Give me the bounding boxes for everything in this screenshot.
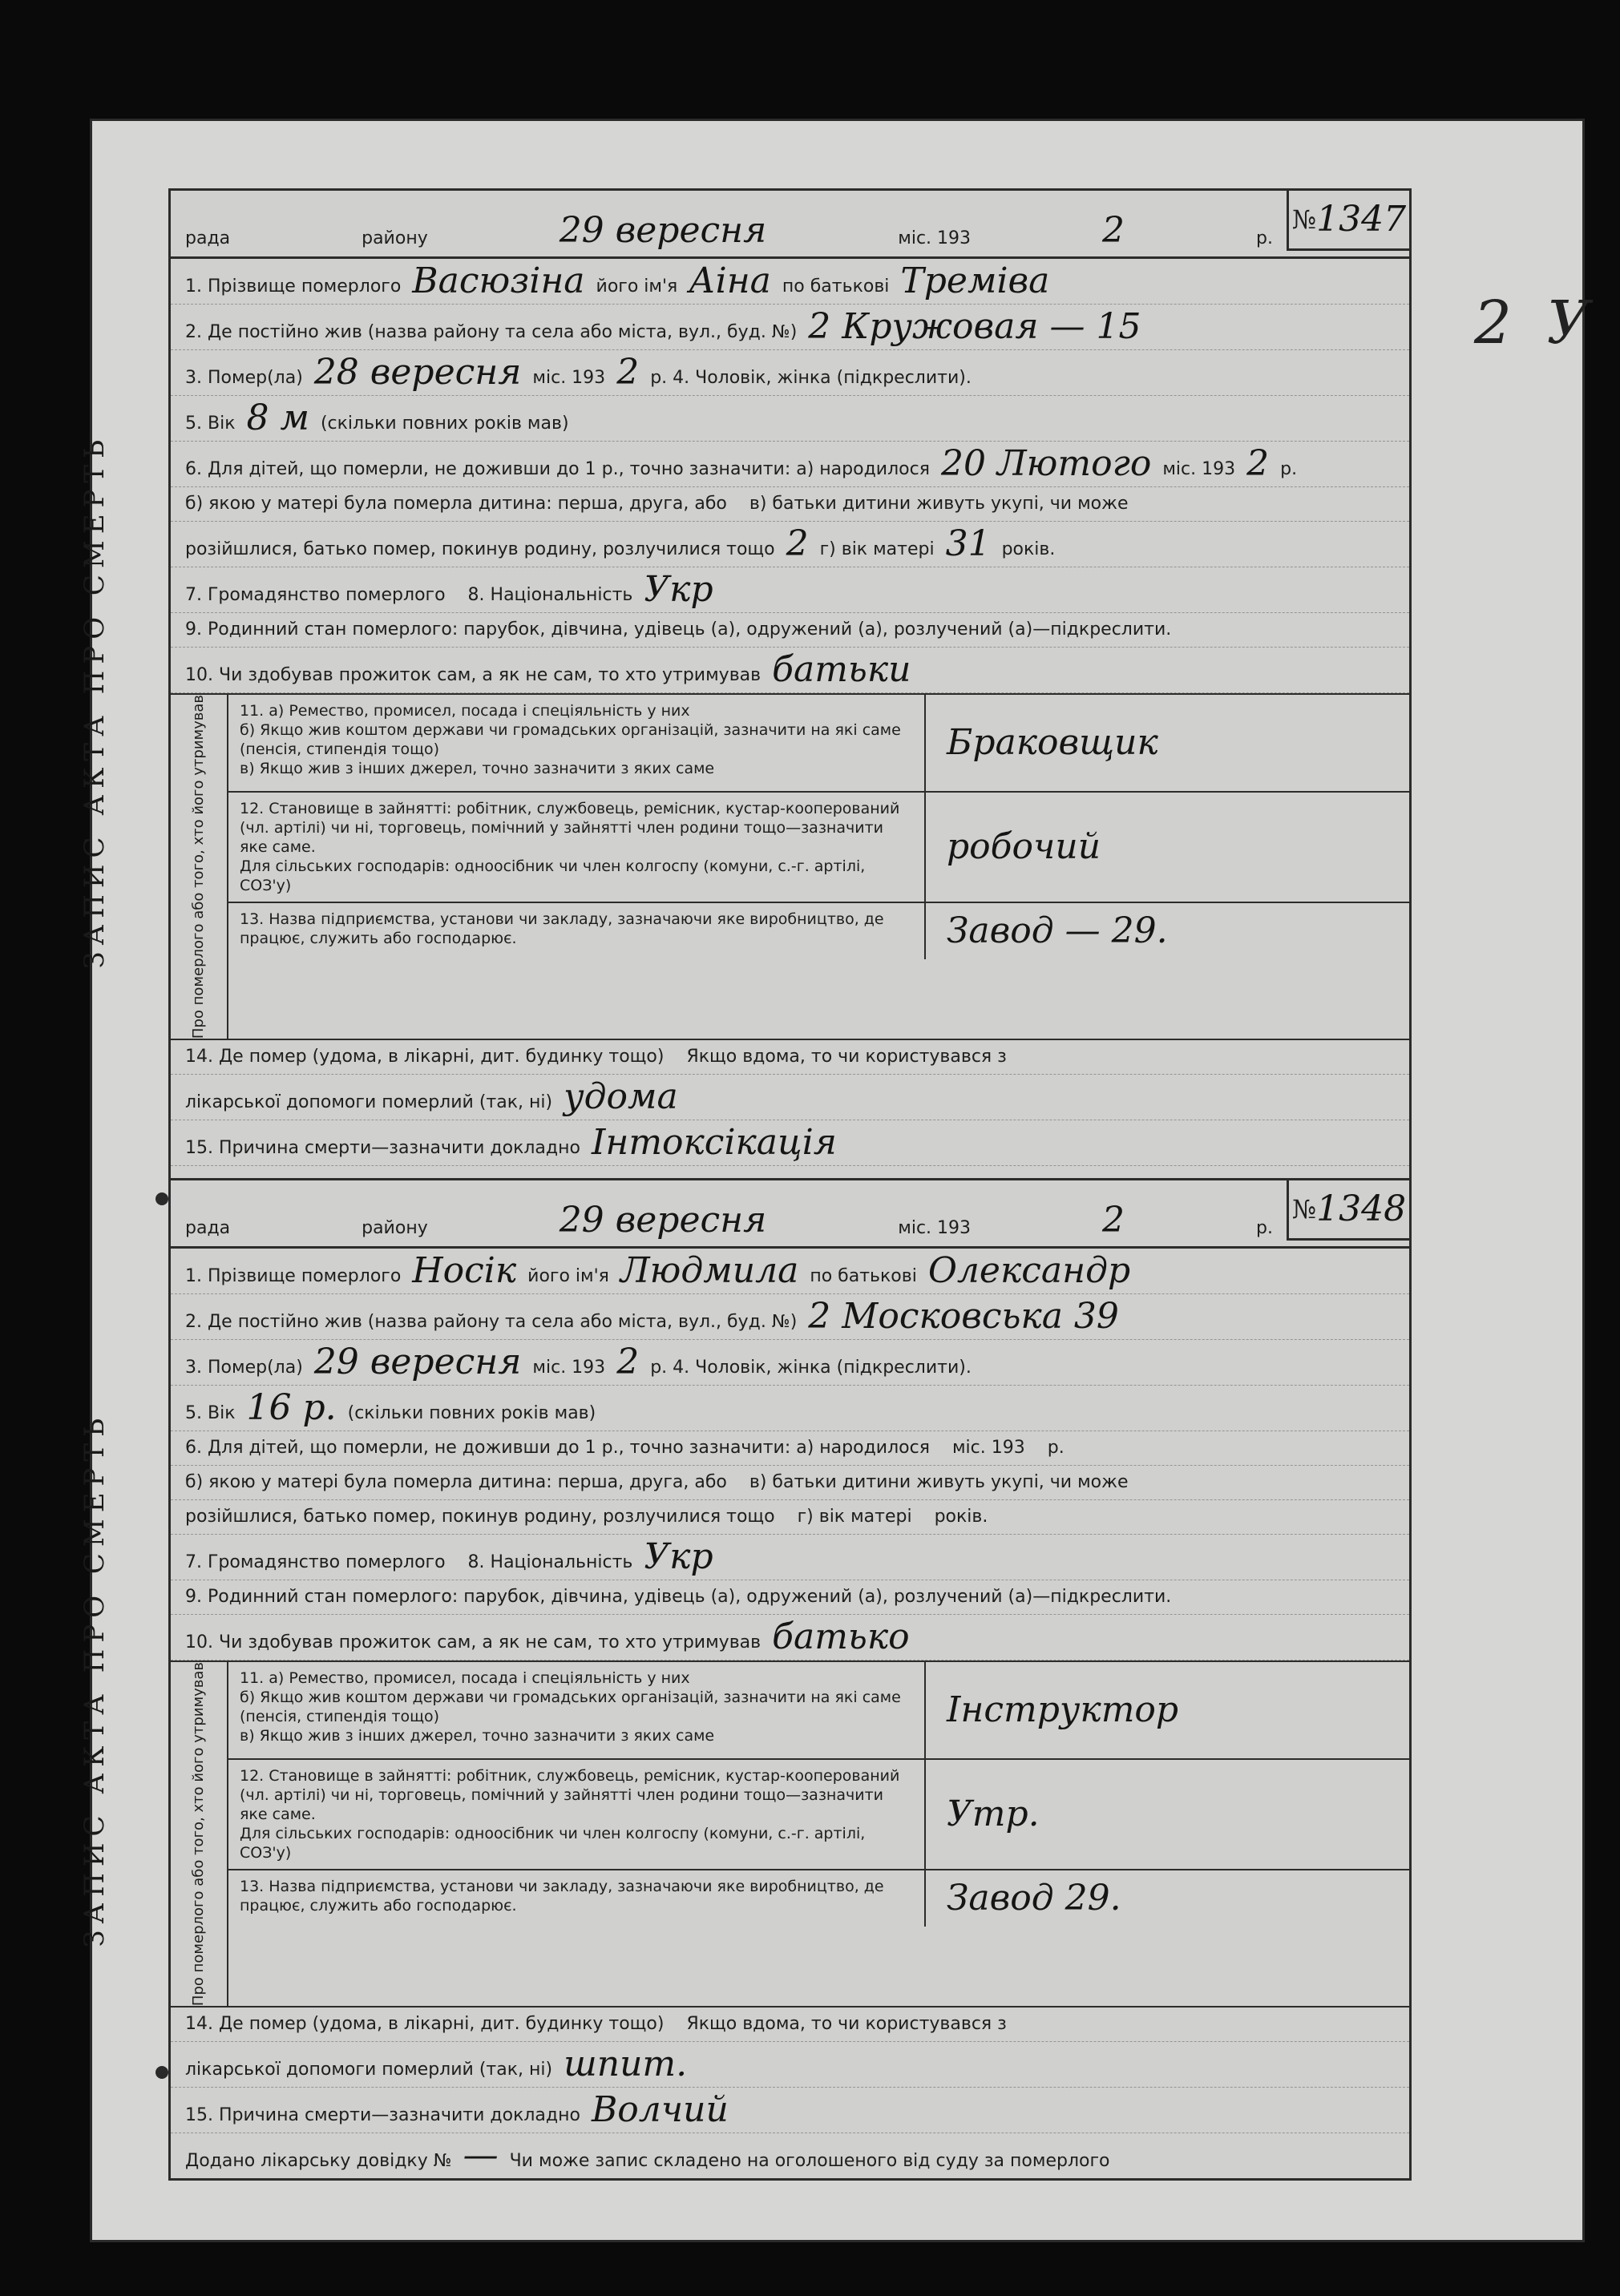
field-label: 3. Помер(ла) xyxy=(185,1358,303,1378)
occupation-question: 12. Становище в зайнятті: робітник, службовець, ремісник, кустар-кооперований (чл. артілі) чи ні, торговець, помічний у зайнятті член родини тощо—зазначити яке саме. Для сільських господарів: одноосібник чи член колгоспу (комуни, с.-г. артілі, СОЗ'у) xyxy=(228,793,926,902)
handwritten-value: 2 Московська 39 xyxy=(808,1296,1119,1337)
occupation-side-text: Про померлого або того, хто його утримував xyxy=(190,695,207,1039)
occupation-answer-cell xyxy=(926,695,1409,791)
field-label: 6. Для дітей, що померли, не доживши до 1 р., точно зазначити: а) народилося xyxy=(185,459,930,479)
field-label: 2. Де постійно жив (назва району та села або міста, вул., буд. №) xyxy=(185,322,798,342)
field-label: (скільки повних років мав) xyxy=(320,414,569,434)
form-row xyxy=(171,1615,1409,1660)
handwritten-value: Людмила xyxy=(620,1250,799,1291)
record-number: 1348 xyxy=(1316,1188,1407,1229)
handwritten-value: Олександр xyxy=(927,1250,1131,1291)
occupation-question: 11. а) Ремество, промисел, посада і спеціяльність у них б) Якщо жив коштом держави чи громадських організацій, зазначити на які саме (пенсія, стипендія тощо) в) Якщо жив з інших джерел, точно зазначити з яких саме xyxy=(228,695,926,791)
form-row xyxy=(171,648,1409,693)
record-year: 2 xyxy=(1102,1200,1125,1241)
occupation-row xyxy=(228,1662,1409,1760)
handwritten-value: 2 xyxy=(616,352,640,393)
handwritten-value: Інструктор xyxy=(947,1689,1179,1730)
handwritten-value: Завод 29. xyxy=(947,1878,1121,1919)
occupation-answer-cell xyxy=(926,1662,1409,1758)
form-row xyxy=(171,1294,1409,1340)
rada-label: рада xyxy=(185,228,231,248)
field-label: його ім'я xyxy=(596,276,678,297)
form-row xyxy=(171,1249,1409,1294)
form-row xyxy=(171,2007,1409,2042)
handwritten-value: 29 вересня xyxy=(313,1342,522,1382)
occupation-question: 13. Назва підприємства, установи чи закладу, зазначаючи яке виробництво, де працює, служить або господарює. xyxy=(228,903,926,959)
field-label: 3. Помер(ла) xyxy=(185,368,303,388)
death-record xyxy=(79,188,1412,1213)
form-row xyxy=(171,259,1409,305)
handwritten-value: 16 р. xyxy=(246,1387,337,1428)
handwritten-value: Завод — 29. xyxy=(947,910,1168,951)
year-suffix: р. xyxy=(1255,1218,1273,1238)
occupation-question: 12. Становище в зайнятті: робітник, службовець, ремісник, кустар-кооперований (чл. артілі) чи ні, торговець, помічний у зайнятті член родини тощо—зазначити яке саме. Для сільських господарів: одноосібник чи член колгоспу (комуни, с.-г. артілі, СОЗ'у) xyxy=(228,1760,926,1869)
handwritten-value: 2 xyxy=(786,523,809,564)
handwritten-value: робочий xyxy=(947,826,1101,867)
field-label: лікарської допомоги померлий (так, ні) xyxy=(185,2060,553,2080)
form-row xyxy=(171,522,1409,567)
occupation-question: 13. Назва підприємства, установи чи закладу, зазначаючи яке виробництво, де працює, служить або господарює. xyxy=(228,1870,926,1927)
handwritten-value: 31 xyxy=(945,523,991,564)
handwritten-value: Інтоксікація xyxy=(591,1122,837,1164)
side-label-text: ЗАПИС АКТА ПРО СМЕРТЬ xyxy=(79,1411,111,1947)
field-label: в) батьки дитини живуть укупі, чи може xyxy=(749,494,1129,514)
field-label: 5. Вік xyxy=(185,1403,236,1423)
field-label: г) вік матері xyxy=(797,1507,912,1527)
handwritten-value: 2 xyxy=(1246,443,1270,484)
record-header xyxy=(171,191,1409,259)
field-label: 14. Де помер (удома, в лікарні, дит. будинку тощо) xyxy=(185,1047,665,1067)
handwritten-value: Треміва xyxy=(900,260,1050,301)
handwritten-value: Утр. xyxy=(947,1794,1040,1834)
handwritten-value: 2 xyxy=(616,1342,640,1382)
handwritten-value: удома xyxy=(564,1076,678,1118)
form-row xyxy=(171,1431,1409,1466)
field-label: 2. Де постійно жив (назва району та села або міста, вул., буд. №) xyxy=(185,1312,798,1332)
form-row xyxy=(171,487,1409,522)
field-label: р. 4. Чоловік, жінка (підкреслити). xyxy=(650,1358,972,1378)
field-label: 9. Родинний стан померлого: парубок, дівчина, удівець (а), одружений (а), розлучений (а)—підкреслити. xyxy=(185,1587,1172,1607)
handwritten-value: 2 Кружовая — 15 xyxy=(808,306,1141,347)
handwritten-value: Носік xyxy=(412,1250,517,1291)
number-sign: № xyxy=(1291,1194,1317,1225)
field-label: г) вік матері xyxy=(819,539,935,559)
record-year: 2 xyxy=(1102,210,1125,251)
handwritten-value: Укр xyxy=(644,1536,713,1577)
raion-label: району xyxy=(362,1218,428,1238)
form-row xyxy=(171,350,1409,396)
field-label: 7. Громадянство померлого xyxy=(185,1552,446,1572)
field-label: 1. Прізвище померлого xyxy=(185,276,402,297)
handwritten-value: 8 м xyxy=(246,397,309,438)
field-label: (скільки повних років мав) xyxy=(347,1403,596,1423)
field-label: по батькові xyxy=(782,276,890,297)
form-row xyxy=(171,1535,1409,1580)
handwritten-value: — xyxy=(463,2135,499,2177)
field-label: 9. Родинний стан померлого: парубок, дівчина, удівець (а), одружений (а), розлучений (а)—підкреслити. xyxy=(185,619,1172,640)
form-row xyxy=(171,567,1409,613)
record-date: 29 вересня xyxy=(559,210,767,251)
handwritten-value: Волчий xyxy=(591,2089,729,2131)
field-label: розійшлися, батько помер, покинув родину, розлучилися тощо xyxy=(185,539,775,559)
field-label: 10. Чи здобував прожиток сам, а як не сам, то хто утримував xyxy=(185,1632,762,1652)
form-row xyxy=(171,442,1409,487)
field-label: 8. Національність xyxy=(467,585,633,605)
handwritten-value: Васюзіна xyxy=(412,260,585,301)
field-label: 8. Національність xyxy=(467,1552,633,1572)
field-label: 5. Вік xyxy=(185,414,236,434)
field-label: Додано лікарську довідку № xyxy=(185,2151,452,2172)
month-year-label: міс. 193 xyxy=(898,1218,972,1238)
handwritten-value: 20 Лютого xyxy=(940,443,1152,484)
occupation-answer-cell xyxy=(926,903,1409,959)
occupation-row xyxy=(228,1870,1409,1927)
occupation-answer-cell xyxy=(926,1760,1409,1869)
form-row xyxy=(171,2133,1409,2178)
occupation-side-label xyxy=(171,1662,228,2006)
record-number-box xyxy=(1287,1178,1412,1241)
field-label: міс. 193 xyxy=(951,1438,1025,1458)
form-row xyxy=(171,1386,1409,1431)
form-row xyxy=(171,396,1409,442)
field-label: років. xyxy=(934,1507,988,1527)
field-label: Чи може запис складено на оголошеного від суду за померлого xyxy=(509,2151,1110,2172)
occupation-side-text: Про померлого або того, хто його утримував xyxy=(190,1662,207,2007)
handwritten-value: батьки xyxy=(772,649,911,690)
field-label: 15. Причина смерти—зазначити докладно xyxy=(185,2105,580,2126)
field-label: по батькові xyxy=(810,1266,917,1286)
form-row xyxy=(171,1075,1409,1120)
occupation-row xyxy=(228,695,1409,793)
side-label-text: ЗАПИС АКТА ПРО СМЕРТЬ xyxy=(79,433,111,969)
occupation-answer-cell xyxy=(926,793,1409,902)
occupation-answer-cell xyxy=(926,1870,1409,1927)
form-row xyxy=(171,1500,1409,1535)
form-row xyxy=(171,305,1409,350)
record-side-label xyxy=(18,191,171,1211)
field-label: в) батьки дитини живуть укупі, чи може xyxy=(749,1472,1129,1492)
form-row xyxy=(171,1040,1409,1075)
occupation-side-label xyxy=(171,695,228,1039)
field-label: 1. Прізвище померлого xyxy=(185,1266,402,1286)
field-label: б) якою у матері була померла дитина: перша, друга, або xyxy=(185,494,727,514)
form-row xyxy=(171,613,1409,648)
form-row xyxy=(171,2088,1409,2133)
month-year-label: міс. 193 xyxy=(898,228,972,248)
death-record xyxy=(79,1178,1412,2181)
field-label: 6. Для дітей, що померли, не доживши до 1 р., точно зазначити: а) народилося xyxy=(185,1438,930,1458)
year-suffix: р. xyxy=(1255,228,1273,248)
handwritten-value: 28 вересня xyxy=(313,352,522,393)
occupation-question: 11. а) Ремество, промисел, посада і спеціяльність у них б) Якщо жив коштом держави чи громадських організацій, зазначити на які саме (пенсія, стипендія тощо) в) Якщо жив з інших джерел, точно зазначити з яких саме xyxy=(228,1662,926,1758)
field-label: міс. 193 xyxy=(532,1358,606,1378)
form-row xyxy=(171,1466,1409,1500)
margin-note: 2 У xyxy=(1473,289,1598,357)
occupation-body xyxy=(228,695,1409,1039)
field-label: розійшлися, батько помер, покинув родину, розлучилися тощо xyxy=(185,1507,775,1527)
record-date: 29 вересня xyxy=(559,1200,767,1241)
field-label: р. xyxy=(1280,459,1298,479)
field-label: р. xyxy=(1047,1438,1065,1458)
field-label: Якщо вдома, то чи користувався з xyxy=(686,2014,1007,2035)
rada-label: рада xyxy=(185,1218,231,1238)
form-row xyxy=(171,1580,1409,1615)
field-label: Якщо вдома, то чи користувався з xyxy=(686,1047,1007,1067)
occupation-row xyxy=(228,1760,1409,1870)
record-header xyxy=(171,1180,1409,1249)
field-label: його ім'я xyxy=(527,1266,609,1286)
record-number-box xyxy=(1287,188,1412,251)
record-side-label xyxy=(18,1180,171,2178)
field-label: 14. Де помер (удома, в лікарні, дит. будинку тощо) xyxy=(185,2014,665,2035)
occupation-block xyxy=(171,1660,1409,2007)
raion-label: району xyxy=(362,228,428,248)
occupation-block xyxy=(171,693,1409,1040)
form-row xyxy=(171,1120,1409,1166)
field-label: 10. Чи здобував прожиток сам, а як не сам, то хто утримував xyxy=(185,665,762,685)
handwritten-value: шпит. xyxy=(564,2044,688,2085)
occupation-body xyxy=(228,1662,1409,2006)
number-sign: № xyxy=(1291,204,1317,235)
handwritten-value: батько xyxy=(772,1616,910,1657)
field-label: 7. Громадянство померлого xyxy=(185,585,446,605)
field-label: міс. 193 xyxy=(532,368,606,388)
record-number: 1347 xyxy=(1316,199,1407,240)
field-label: р. 4. Чоловік, жінка (підкреслити). xyxy=(650,368,972,388)
field-label: лікарської допомоги померлий (так, ні) xyxy=(185,1092,553,1113)
handwritten-value: Укр xyxy=(644,569,713,610)
field-label: міс. 193 xyxy=(1162,459,1236,479)
form-row xyxy=(171,1340,1409,1386)
occupation-row xyxy=(228,793,1409,903)
handwritten-value: Браковщик xyxy=(947,722,1158,763)
field-label: років. xyxy=(1001,539,1056,559)
field-label: б) якою у матері була померла дитина: перша, друга, або xyxy=(185,1472,727,1492)
occupation-row xyxy=(228,903,1409,959)
field-label: 15. Причина смерти—зазначити докладно xyxy=(185,1138,580,1159)
handwritten-value: Аіна xyxy=(689,260,771,301)
form-row xyxy=(171,2042,1409,2088)
